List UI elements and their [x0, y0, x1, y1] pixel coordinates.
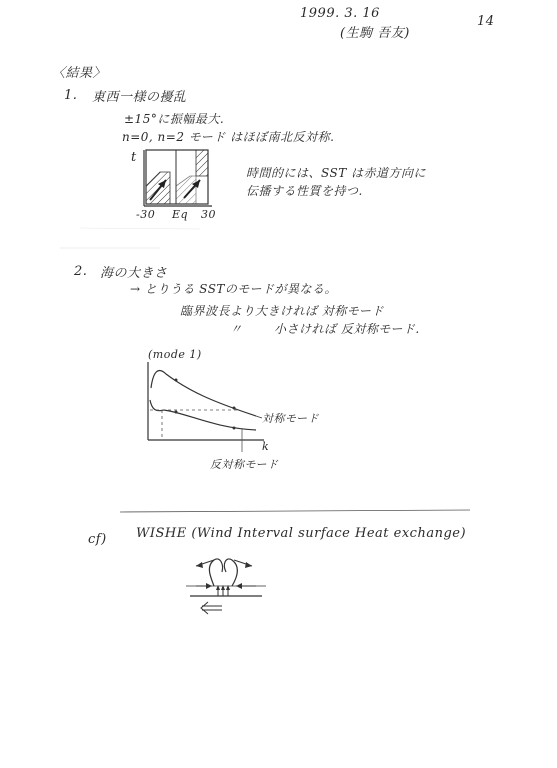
fig1-x-tick-mid: Eq — [172, 208, 189, 221]
page-number: 14 — [477, 14, 495, 29]
graph-title: (mode 1) — [148, 348, 202, 361]
item1-title: 東西一様の擾乱 — [92, 90, 187, 105]
item1-note-line1: 時間的には、SST は赤道方向に — [246, 166, 427, 180]
item1-line2: n=0, n=2 モード はほぼ南北反対称. — [122, 130, 335, 144]
item1-number: 1. — [64, 88, 78, 103]
item2-line2: 臨界波長より大きければ 対称モード — [180, 304, 384, 318]
fig1-x-tick-left: -30 — [136, 208, 156, 221]
curve-label-symmetric: 対称モード — [262, 412, 320, 425]
x-axis-label: k — [262, 440, 270, 453]
item1-note-line2: 伝播する性質を持つ. — [246, 184, 363, 198]
date: 1999. 3. 16 — [300, 6, 380, 21]
item2-line3-ditto: 〃 — [230, 322, 243, 336]
item2-title: 海の大きさ — [100, 266, 168, 281]
fig1-x-tick-right: 30 — [201, 208, 216, 221]
fig1-y-label: t — [131, 150, 137, 165]
section-title: 〈結果〉 — [52, 66, 107, 81]
author: (生駒 吾友) — [340, 26, 410, 41]
item2-number: 2. — [74, 264, 88, 279]
cf-prefix: cf) — [88, 532, 107, 547]
curve-label-antisymmetric: 反対称モード — [210, 458, 279, 471]
item2-line3: 小さければ 反対称モード. — [274, 322, 420, 336]
cf-text: WISHE (Wind Interval surface Heat exchange) — [136, 526, 467, 541]
item2-line1: → とりうる SSTのモードが異なる。 — [130, 282, 337, 296]
item1-line1: ±15°に振幅最大. — [124, 112, 225, 126]
